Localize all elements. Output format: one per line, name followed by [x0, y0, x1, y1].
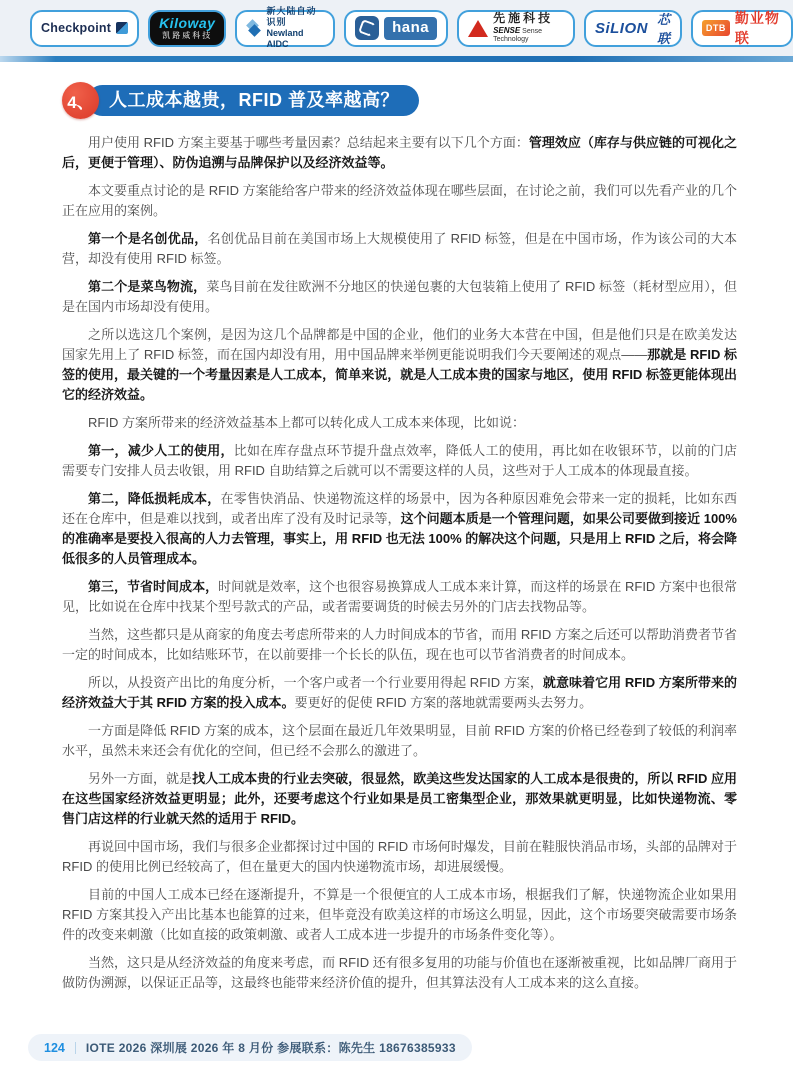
- logo-dtb-qinye[interactable]: [691, 10, 793, 47]
- section-number-badge: 4、: [62, 82, 99, 119]
- paragraph: 一方面是降低 RFID 方案的成本，这个层面在最近几年效果明显，目前 RFID 方案的价格已经卷到了较低的利润率水平，虽然未来还会有优化的空间，但已经不会那么的激进了。: [62, 723, 737, 758]
- kiloway-wordmark: Kiloway: [159, 15, 216, 31]
- paragraph: 当然，这些都只是从商家的角度去考虑所带来的人力时间成本的节省，而用 RFID 方案之后还可以帮助消费者节省一定的时间成本，比如结账环节，在以前要排一个长长的队伍，现在也可以节省消费者的时间成本。: [62, 627, 737, 662]
- hana-wordmark-box: [384, 17, 437, 40]
- footer-exhibition-info: IOTE 2026 深圳展 2026 年 8 月份 参展联系：陈先生 18676385933: [85, 1041, 456, 1055]
- paragraph: 第二个是菜鸟物流，菜鸟目前在发往欧洲不分地区的快递包裹的大包装箱上使用了 RFID 标签（耗材型应用），但是在国内市场却没有使用。: [62, 279, 737, 314]
- page-footer: [28, 1034, 472, 1061]
- logo-sense-technology[interactable]: [457, 10, 575, 47]
- paragraph: 之所以选这几个案例，是因为这几个品牌都是中国的企业，他们的业务大本营在中国，但是他们只是在欧美发达国家先用上了 RFID 标签，而在国内却没有用，用中国品牌来举例更能说明我们今天要阐述的观点——那就是 RFID 标签的使用，最关键的一个考量因素是人工成本，简单来说，就是人工成本贵的国家与地区，使用 RFID 标签更能体现出它的经济效益。: [62, 327, 737, 402]
- newland-chinese-name: 新大陆自动识别: [266, 6, 317, 28]
- header-divider-bar: [0, 56, 793, 62]
- silion-wordmark: SiLION: [594, 19, 648, 37]
- paragraph: 第二，降低损耗成本，在零售快消品、快递物流这样的场景中，因为各种原因难免会带来一定的损耗，比如东西还在仓库中，但是难以找到，或者出库了没有及时记录等，这个问题本质是一个管理问题，如果公司要做到接近 100% 的准确率是要投入很高的人力去管理，事实上，用 RFID 也无法 100% 的解决这个问题，只是用上 RFID 之后，将会降低很多的人员管理成本。: [62, 491, 737, 566]
- newland-diamond-icon: [246, 21, 261, 36]
- dtb-badge-icon: DTB: [702, 20, 730, 36]
- footer-pill: [28, 1034, 472, 1061]
- sense-chinese-name: 先施科技: [493, 11, 554, 26]
- logo-newland-aidc[interactable]: [235, 6, 335, 49]
- footer-separator: [75, 1042, 76, 1054]
- page-title: 人工成本越贵，RFID 普及率越高？: [87, 85, 419, 116]
- paragraph: RFID 方案所带来的经济效益基本上都可以转化成人工成本来体现，比如说：: [88, 415, 525, 430]
- sense-triangle-icon: [468, 20, 488, 37]
- paragraph: 第三，节省时间成本，时间就是效率，这个也很容易换算成人工成本来计算，而这样的场景在 RFID 方案中也很常见，比如说在仓库中找某个型号款式的产品，或者需要调货的时候去另外的门店去找物品等。: [62, 579, 737, 614]
- hana-app-icon: [355, 16, 379, 40]
- logo-silion[interactable]: [584, 10, 682, 47]
- dtb-chinese-name: 勤业物联: [734, 10, 780, 46]
- checkpoint-flag-icon: [116, 22, 128, 34]
- paragraph: 第一个是名创优品，名创优品目前在美国市场上大规模使用了 RFID 标签，但是在中国市场，作为该公司的大本营，却没有使用 RFID 标签。: [62, 231, 737, 266]
- sense-wordmark-line: [493, 26, 564, 45]
- silion-chinese-name: 芯联: [656, 12, 670, 46]
- checkpoint-wordmark: Checkpoint: [41, 21, 112, 35]
- hana-wordmark: hana: [392, 18, 430, 36]
- section-title: [62, 82, 793, 119]
- paragraph: 另外一方面，就是找人工成本贵的行业去突破，很显然，欧美这些发达国家的人工成本是很贵的，所以 RFID 应用在这些国家经济效益更明显；此外，还要考虑这个行业如果是员工密集型企业，那效果就更明显，比如快递物流、零售门店这样的行业就天然的适用于 RFID。: [62, 771, 737, 826]
- logo-kiloway[interactable]: [148, 10, 226, 47]
- paragraph: 再说回中国市场，我们与很多企业都探讨过中国的 RFID 市场何时爆发，目前在鞋服快消品市场，头部的品牌对于 RFID 的使用比例已经较高了，但在量更大的国内快递物流市场，却进展缓慢。: [62, 839, 737, 874]
- paragraph: 当然，这只是从经济效益的角度来考虑，而 RFID 还有很多复用的功能与价值也在逐渐被重视，比如品牌厂商用于做防伪溯源，以保证正品等，这最终也能带来经济价值的提升，但其算法没有人工成本来的这么直接。: [62, 955, 737, 990]
- logo-checkpoint[interactable]: [30, 10, 139, 47]
- logo-hana[interactable]: [344, 10, 448, 47]
- sense-tagline: Sense Technology: [493, 27, 543, 44]
- newland-wordmark: Newland AIDC: [266, 28, 304, 49]
- paragraph: 目前的中国人工成本已经在逐渐提升，不算是一个很便宜的人工成本市场，根据我们了解，快递物流企业如果用 RFID 方案其投入产出比基本也能算的过来，但毕竟没有欧美这样的市场这么明显，因此，这个市场要突破需要市场条件的改变来刺激（比如直接的政策刺激、或者人工成本进一步提升的市场条件变化等）。: [62, 887, 737, 942]
- paragraph: 第一，减少人工的使用，比如在库存盘点环节提升盘点效率，降低人工的使用，再比如在收银环节，以前的门店需要专门安排人员去收银，用 RFID 自助结算之后就可以不需要这样的人员，这些对于人工成本的体现最直接。: [62, 443, 737, 478]
- page-number: 124: [44, 1040, 65, 1055]
- sense-wordmark: SENSE: [493, 25, 521, 35]
- kiloway-chinese-name: 凯路威科技: [162, 31, 213, 40]
- article-body: [62, 133, 737, 993]
- paragraph: 所以，从投资产出比的角度分析，一个客户或者一个行业要用得起 RFID 方案，就意味着它用 RFID 方案所带来的经济效益大于其 RFID 方案的投入成本。要更好的促使 RFID 方案的落地就需要两头去努力。: [62, 675, 737, 710]
- paragraph: 用户使用 RFID 方案主要基于哪些考量因素？总结起来主要有以下几个方面：管理效应（库存与供应链的可视化之后，更便于管理）、防伪追溯与品牌保护以及经济效益等。: [62, 135, 737, 170]
- sponsor-logo-bar: [0, 0, 793, 56]
- paragraph: 本文要重点讨论的是 RFID 方案能给客户带来的经济效益体现在哪些层面，在讨论之前，我们可以先看产业的几个正在应用的案例。: [62, 183, 737, 218]
